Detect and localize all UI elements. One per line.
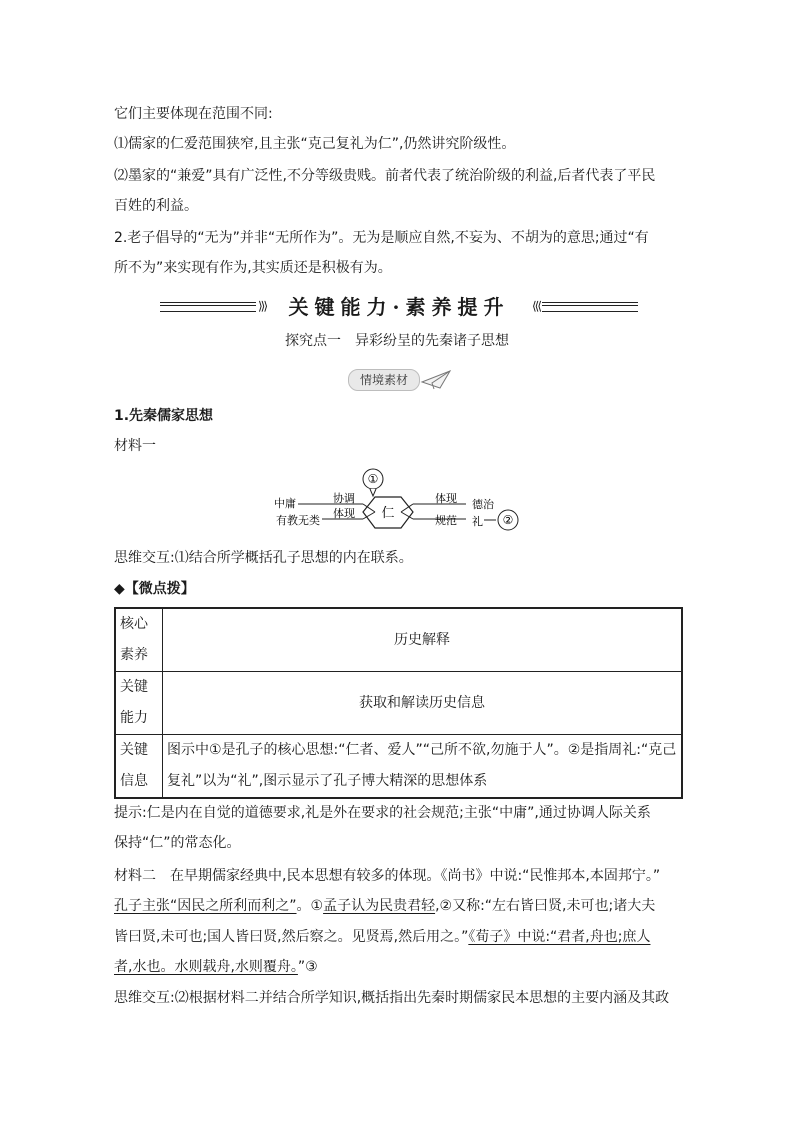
question-two: 思维交互:⑵根据材料二并结合所学知识,概括指出先秦时期儒家民本思想的主要内涵及其政 xyxy=(114,990,670,1006)
diagram-left-top-link: 协调 xyxy=(333,492,355,505)
table-value-cell: 获取和解读历史信息 xyxy=(163,672,683,735)
confucius-thought-diagram xyxy=(262,462,532,534)
intro-line-3: ⑵墨家的“兼爱”具有广泛性,不分等级贵贱。前者代表了统治阶级的利益,后者代表了平民 xyxy=(114,168,656,184)
hint-line-1: 提示:仁是内在自觉的道德要求,礼是外在要求的社会规范;主张“中庸”,通过协调人际关系 xyxy=(114,805,651,821)
diamond-icon: ◆ xyxy=(114,581,125,597)
section-title: 探究点一 异彩纷呈的先秦诸子思想 xyxy=(285,333,509,349)
diagram-center: 仁 xyxy=(381,506,395,521)
material-two-line-1: 材料二 在早期儒家经典中,民本思想有较多的体现。《尚书》中说:“民惟邦本,本固邦宁。” xyxy=(114,868,661,884)
subheading: 1.先秦儒家思想 xyxy=(114,408,214,424)
table-value-cell: 图示中①是孔子的核心思想:“仁者、爱人”“己所不欲,勿施于人”。②是指周礼:“克己复礼”以为“礼”,图示显示了孔子博大精深的思想体系 xyxy=(163,735,683,799)
table-row xyxy=(115,608,682,672)
banner-left-arrows: ⟩⟩⟩ xyxy=(258,299,267,313)
text-run: 。① xyxy=(296,898,324,914)
intro-line-2: ⑴儒家的仁爱范围狭窄,且主张“克己复礼为仁”,仍然讲究阶级性。 xyxy=(114,136,516,152)
banner-right-rule xyxy=(542,302,638,312)
diagram-marker-1: ① xyxy=(367,472,379,486)
table-value-cell: 历史解释 xyxy=(163,608,683,672)
text-run: 皆曰贤,未可也;国人皆曰贤,然后察之。见贤焉,然后用之。” xyxy=(114,929,469,945)
intro-line-4: 百姓的利益。 xyxy=(114,198,198,214)
material-two-line-3 xyxy=(114,927,650,947)
diagram-right-bottom-link: 规范 xyxy=(435,514,457,527)
section-banner xyxy=(160,294,638,320)
underlined-quote: 孟子认为民贵君轻 xyxy=(323,898,436,914)
underlined-quote: 《荀子》中说:“君者,舟也;庶人 xyxy=(468,929,651,945)
diagram-right-top-link: 体现 xyxy=(435,492,457,505)
tip-label: 【微点拨】 xyxy=(124,581,195,597)
text-run: ”③ xyxy=(297,959,318,975)
situation-material-badge xyxy=(348,368,452,390)
underlined-quote: 者,水也。水则载舟,水则覆舟。 xyxy=(114,959,298,975)
table-row xyxy=(115,672,682,735)
table-key-cell: 关键能力 xyxy=(115,672,163,735)
diagram-right-bottom-concept: 礼 xyxy=(472,515,483,528)
diagram-left-top-concept: 中庸 xyxy=(274,497,296,510)
diagram-left-bottom-concept: 有教无类 xyxy=(276,514,320,527)
intro-line-1: 它们主要体现在范围不同: xyxy=(114,106,273,122)
table-key-cell: 关键信息 xyxy=(115,735,163,799)
material-one-label: 材料一 xyxy=(114,438,156,454)
tip-header xyxy=(114,579,195,599)
diagram-right-top-concept: 德治 xyxy=(472,498,494,511)
banner-right-arrows: ⟨⟨⟨ xyxy=(531,299,540,313)
material-two-line-4 xyxy=(114,957,318,977)
underlined-quote: 孔子主张“因民之所利而利之” xyxy=(114,898,297,914)
intro-line-5: 2.老子倡导的“无为”并非“无所作为”。无为是顺应自然,不妄为、不胡为的意思;通过“有 xyxy=(114,230,649,246)
intro-line-6: 所不为”来实现有作为,其实质还是积极有为。 xyxy=(114,260,392,276)
hint-line-2: 保持“仁”的常态化。 xyxy=(114,835,241,851)
paper-plane-icon xyxy=(420,368,452,390)
key-points-table xyxy=(114,607,683,799)
table-key-cell: 核心素养 xyxy=(115,608,163,672)
table-row xyxy=(115,735,682,799)
banner-title: 关键能力·素养提升 xyxy=(288,295,510,319)
question-one: 思维交互:⑴结合所学概括孔子思想的内在联系。 xyxy=(114,550,413,566)
text-run: ,②又称:“左右皆曰贤,未可也;诸大夫 xyxy=(435,898,656,914)
material-two-line-2 xyxy=(114,896,655,916)
diagram-left-bottom-link: 体现 xyxy=(333,507,355,520)
badge-label: 情境素材 xyxy=(348,369,420,391)
diagram-marker-2: ② xyxy=(502,513,514,527)
